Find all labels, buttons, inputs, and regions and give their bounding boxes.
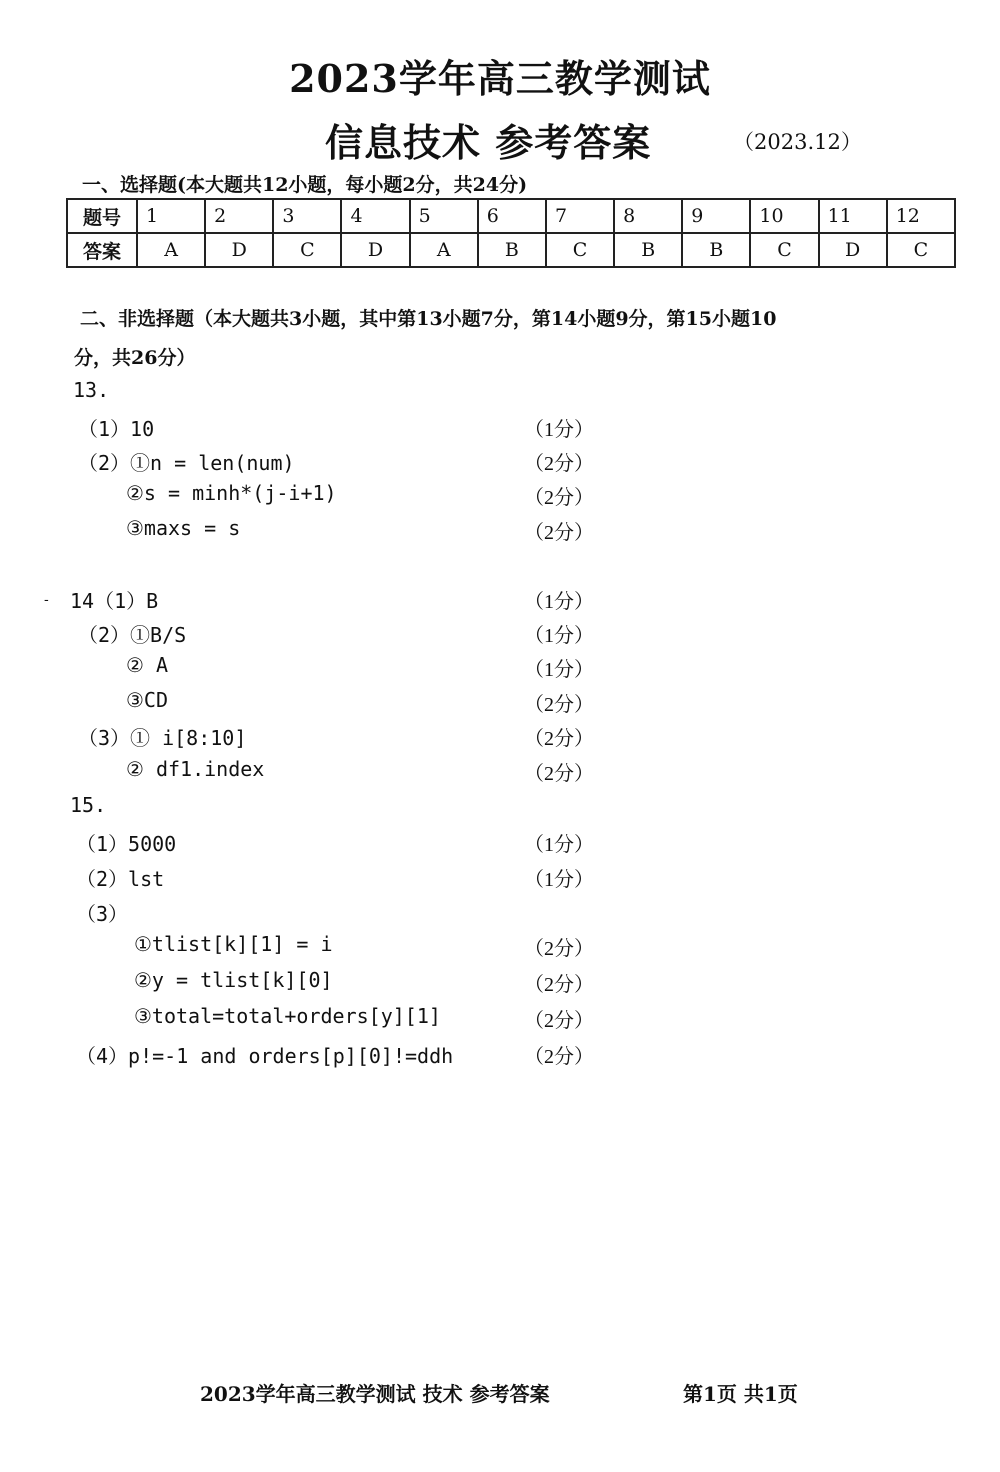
table-cell: 7 xyxy=(546,199,614,233)
points-label: （2分） xyxy=(524,487,594,509)
table-cell: C xyxy=(273,233,341,267)
table-row-numbers xyxy=(67,199,955,233)
answer-text: （3） xyxy=(76,902,129,926)
answer-text: ①tlist[k][1] = i xyxy=(134,932,333,956)
table-cell: 9 xyxy=(682,199,750,233)
footer-page-number: 第1页 共1页 xyxy=(683,1382,798,1406)
answer-text: ② A xyxy=(126,653,169,677)
points-label: （2分） xyxy=(524,1010,594,1032)
table-cell: 1 xyxy=(137,199,205,233)
table-cell: C xyxy=(887,233,955,267)
table-cell: B xyxy=(478,233,546,267)
table-cell: C xyxy=(750,233,818,267)
answer-text: 14（1）B xyxy=(70,589,159,613)
points-label: （2分） xyxy=(524,763,594,785)
answer-text: ②y = tlist[k][0] xyxy=(134,968,333,992)
table-cell: 2 xyxy=(205,199,273,233)
points-label: （2分） xyxy=(524,938,594,960)
page-title: 2023学年高三教学测试 xyxy=(289,56,711,101)
footer-title: 2023学年高三教学测试 技术 参考答案 xyxy=(200,1382,550,1406)
section2-heading: 二、非选择题（本大题共3小题，其中第13小题7分，第14小题9分，第15小题10 xyxy=(80,308,777,330)
answer-table xyxy=(66,198,956,268)
answer-text: （1）5000 xyxy=(76,832,177,856)
answer-text: （1）10 xyxy=(78,417,155,441)
points-label: （2分） xyxy=(524,453,594,475)
answer-text: ②s = minh*(j-i+1) xyxy=(126,481,337,505)
page-subtitle: 信息技术 参考答案 xyxy=(325,120,652,165)
points-label: （2分） xyxy=(524,1046,594,1068)
table-cell: A xyxy=(410,233,478,267)
table-cell: 12 xyxy=(887,199,955,233)
stray-mark: - xyxy=(44,592,49,608)
answer-text: 15. xyxy=(70,793,107,817)
answer-text: （2）lst xyxy=(76,867,165,891)
answer-text: （2）①B/S xyxy=(78,623,187,647)
table-cell: 10 xyxy=(750,199,818,233)
answer-text: ③total=total+orders[y][1] xyxy=(134,1004,441,1028)
section1-heading: 一、选择题(本大题共12小题，每小题2分，共24分) xyxy=(82,174,528,196)
table-cell: 11 xyxy=(819,199,887,233)
table-header-cell: 题号 xyxy=(67,199,137,233)
table-cell: 6 xyxy=(478,199,546,233)
table-cell: 3 xyxy=(273,199,341,233)
table-header-cell: 答案 xyxy=(67,233,137,267)
table-cell: B xyxy=(614,233,682,267)
points-label: （2分） xyxy=(524,728,594,750)
table-cell: D xyxy=(341,233,409,267)
answer-text: ③maxs = s xyxy=(126,516,241,540)
table-cell: 4 xyxy=(341,199,409,233)
points-label: （1分） xyxy=(524,625,594,647)
points-label: （1分） xyxy=(524,419,594,441)
table-cell: D xyxy=(205,233,273,267)
exam-date: （2023.12） xyxy=(733,130,862,154)
table-cell: B xyxy=(682,233,750,267)
answer-text: ③CD xyxy=(126,688,169,712)
answer-text: （3）① i[8:10] xyxy=(78,726,247,750)
points-label: （2分） xyxy=(524,694,594,716)
table-cell: 8 xyxy=(614,199,682,233)
answer-text: ② df1.index xyxy=(126,757,265,781)
answer-text: 13. xyxy=(73,378,110,402)
section2-heading-cont: 分，共26分） xyxy=(74,347,196,369)
points-label: （2分） xyxy=(524,522,594,544)
points-label: （1分） xyxy=(524,869,594,891)
answer-text: （2）①n = len(num) xyxy=(78,451,295,475)
table-cell: D xyxy=(819,233,887,267)
points-label: （2分） xyxy=(524,974,594,996)
points-label: （1分） xyxy=(524,659,594,681)
points-label: （1分） xyxy=(524,834,594,856)
table-cell: 5 xyxy=(410,199,478,233)
answer-text: （4）p!=-1 and orders[p][0]!=ddh xyxy=(76,1044,454,1068)
table-row-answers xyxy=(67,233,955,267)
table-cell: C xyxy=(546,233,614,267)
points-label: （1分） xyxy=(524,591,594,613)
table-cell: A xyxy=(137,233,205,267)
